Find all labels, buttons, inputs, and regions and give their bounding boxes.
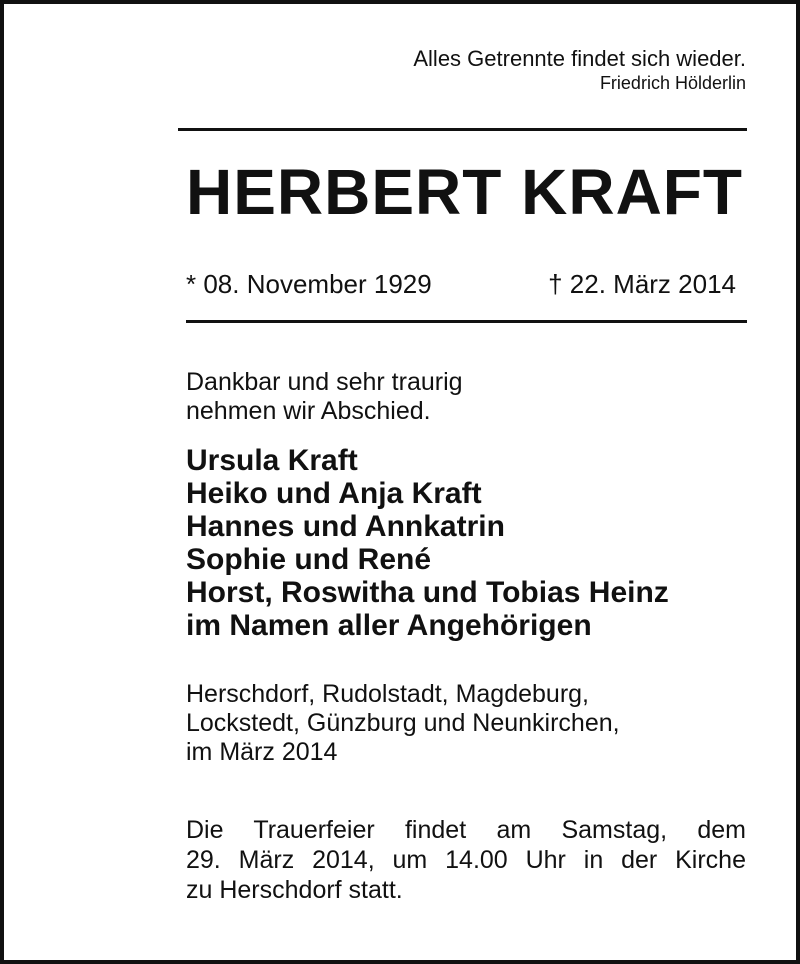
service-line: 29. März 2014, um 14.00 Uhr in der Kirche (186, 846, 746, 874)
middle-divider (186, 320, 747, 323)
mourner-line: im Namen aller Angehörigen (186, 609, 592, 642)
quote-text: Alles Getrennte findet sich wieder. (413, 46, 746, 71)
farewell-line: Dankbar und sehr traurig (186, 368, 463, 396)
place-line: Lockstedt, Günzburg und Neunkirchen, (186, 709, 620, 737)
mourners-list (186, 444, 669, 642)
places-and-date (186, 680, 620, 767)
mourner-line: Ursula Kraft (186, 444, 358, 477)
place-line: Herschdorf, Rudolstadt, Magdeburg, (186, 680, 589, 708)
mourner-line: Heiko und Anja Kraft (186, 477, 482, 510)
farewell-line: nehmen wir Abschied. (186, 397, 431, 425)
mourner-line: Hannes und Annkatrin (186, 510, 505, 543)
mourner-line: Sophie und René (186, 543, 432, 576)
funeral-service-notice (186, 815, 746, 905)
farewell-text (186, 368, 463, 426)
epigraph (413, 46, 746, 94)
service-line: Die Trauerfeier findet am Samstag, dem (186, 816, 746, 844)
service-line: zu Herschdorf statt. (186, 876, 403, 904)
death-date: † 22. März 2014 (548, 269, 736, 299)
deceased-name: HERBERT KRAFT (186, 156, 743, 228)
mourner-line: Horst, Roswitha und Tobias Heinz (186, 576, 669, 609)
top-divider (178, 128, 747, 131)
place-line: im März 2014 (186, 738, 338, 766)
quote-author: Friedrich Hölderlin (599, 73, 746, 93)
birth-date: * 08. November 1929 (186, 269, 432, 299)
